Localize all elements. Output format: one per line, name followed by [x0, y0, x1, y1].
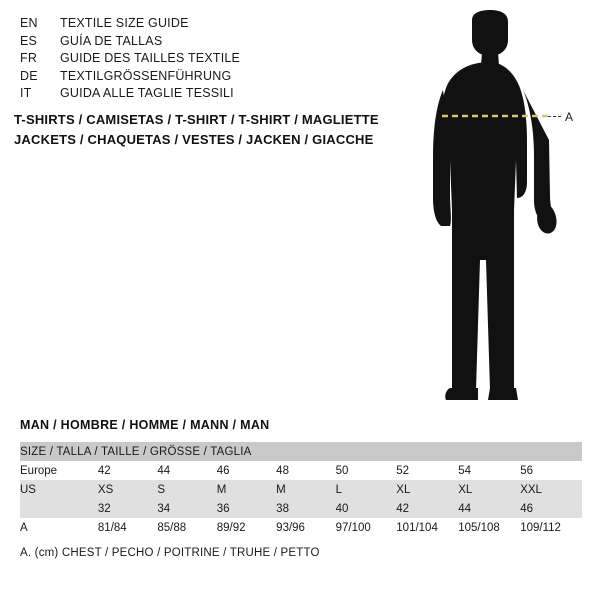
cell-europe-6: 54	[458, 461, 520, 480]
cell-us-5: XL	[396, 480, 458, 499]
garment-line-tshirts: T-SHIRTS / CAMISETAS / T-SHIRT / T-SHIRT / MAGLIETTE	[14, 112, 379, 127]
row-label-us: US	[20, 480, 98, 499]
row-label-a: A	[20, 518, 98, 537]
cell-us-2: M	[217, 480, 276, 499]
language-legend	[20, 16, 370, 104]
cell-us-3: M	[276, 480, 335, 499]
legend-code: IT	[20, 86, 32, 100]
cell-a-5: 101/104	[396, 518, 458, 537]
cell-europe-5: 52	[396, 461, 458, 480]
cell-a-4: 97/100	[336, 518, 397, 537]
garment-line-jackets: JACKETS / CHAQUETAS / VESTES / JACKEN / GIACCHE	[14, 132, 374, 147]
cell-europe-1: 44	[157, 461, 216, 480]
legend-code: FR	[20, 51, 38, 65]
legend-code: EN	[20, 16, 38, 30]
cell-numeric-0: 32	[98, 499, 157, 518]
cell-europe-2: 46	[217, 461, 276, 480]
legend-row	[20, 51, 370, 69]
table-row-header	[20, 442, 582, 461]
figure-illustration	[410, 10, 600, 400]
cell-us-0: XS	[98, 480, 157, 499]
cell-a-1: 85/88	[157, 518, 216, 537]
cell-numeric-5: 42	[396, 499, 458, 518]
cell-europe-0: 42	[98, 461, 157, 480]
cell-numeric-2: 36	[217, 499, 276, 518]
table-title: MAN / HOMBRE / HOMME / MANN / MAN	[20, 418, 270, 432]
legend-text: GUIDA ALLE TAGLIE TESSILI	[60, 86, 234, 100]
legend-code: DE	[20, 68, 38, 83]
legend-text: TEXTILGRÖSSENFÜHRUNG	[60, 68, 232, 83]
table-row	[20, 461, 582, 480]
legend-code: ES	[20, 33, 38, 48]
legend-text: TEXTILE SIZE GUIDE	[60, 16, 189, 30]
legend-row	[20, 86, 370, 104]
cell-a-0: 81/84	[98, 518, 157, 537]
cell-a-2: 89/92	[217, 518, 276, 537]
legend-row	[20, 16, 370, 34]
size-table	[20, 442, 582, 537]
garment-categories	[14, 110, 414, 150]
cell-numeric-1: 34	[157, 499, 216, 518]
row-label-europe: Europe	[20, 461, 98, 480]
table-row	[20, 518, 582, 537]
cell-us-6: XL	[458, 480, 520, 499]
cell-europe-7: 56	[520, 461, 582, 480]
table-row	[20, 499, 582, 518]
cell-a-3: 93/96	[276, 518, 335, 537]
cell-us-7: XXL	[520, 480, 582, 499]
table-header-label: SIZE / TALLA / TAILLE / GRÖSSE / TAGLIA	[20, 442, 582, 461]
cell-us-1: S	[157, 480, 216, 499]
cell-numeric-7: 46	[520, 499, 582, 518]
footer-note: A. (cm) CHEST / PECHO / POITRINE / TRUHE / PETTO	[20, 547, 320, 559]
cell-numeric-4: 40	[336, 499, 397, 518]
row-label-numeric	[20, 499, 98, 518]
cell-us-4: L	[336, 480, 397, 499]
cell-europe-4: 50	[336, 461, 397, 480]
cell-a-6: 105/108	[458, 518, 520, 537]
legend-row	[20, 69, 370, 87]
cell-numeric-6: 44	[458, 499, 520, 518]
legend-text: GUÍA DE TALLAS	[60, 33, 163, 48]
legend-row	[20, 34, 370, 52]
measure-leader-line	[548, 116, 561, 117]
measure-label-a: A	[565, 110, 574, 124]
cell-numeric-3: 38	[276, 499, 335, 518]
table-row	[20, 480, 582, 499]
legend-text: GUIDE DES TAILLES TEXTILE	[60, 51, 241, 65]
male-silhouette-icon	[410, 10, 600, 400]
cell-a-7: 109/112	[520, 518, 582, 537]
cell-europe-3: 48	[276, 461, 335, 480]
